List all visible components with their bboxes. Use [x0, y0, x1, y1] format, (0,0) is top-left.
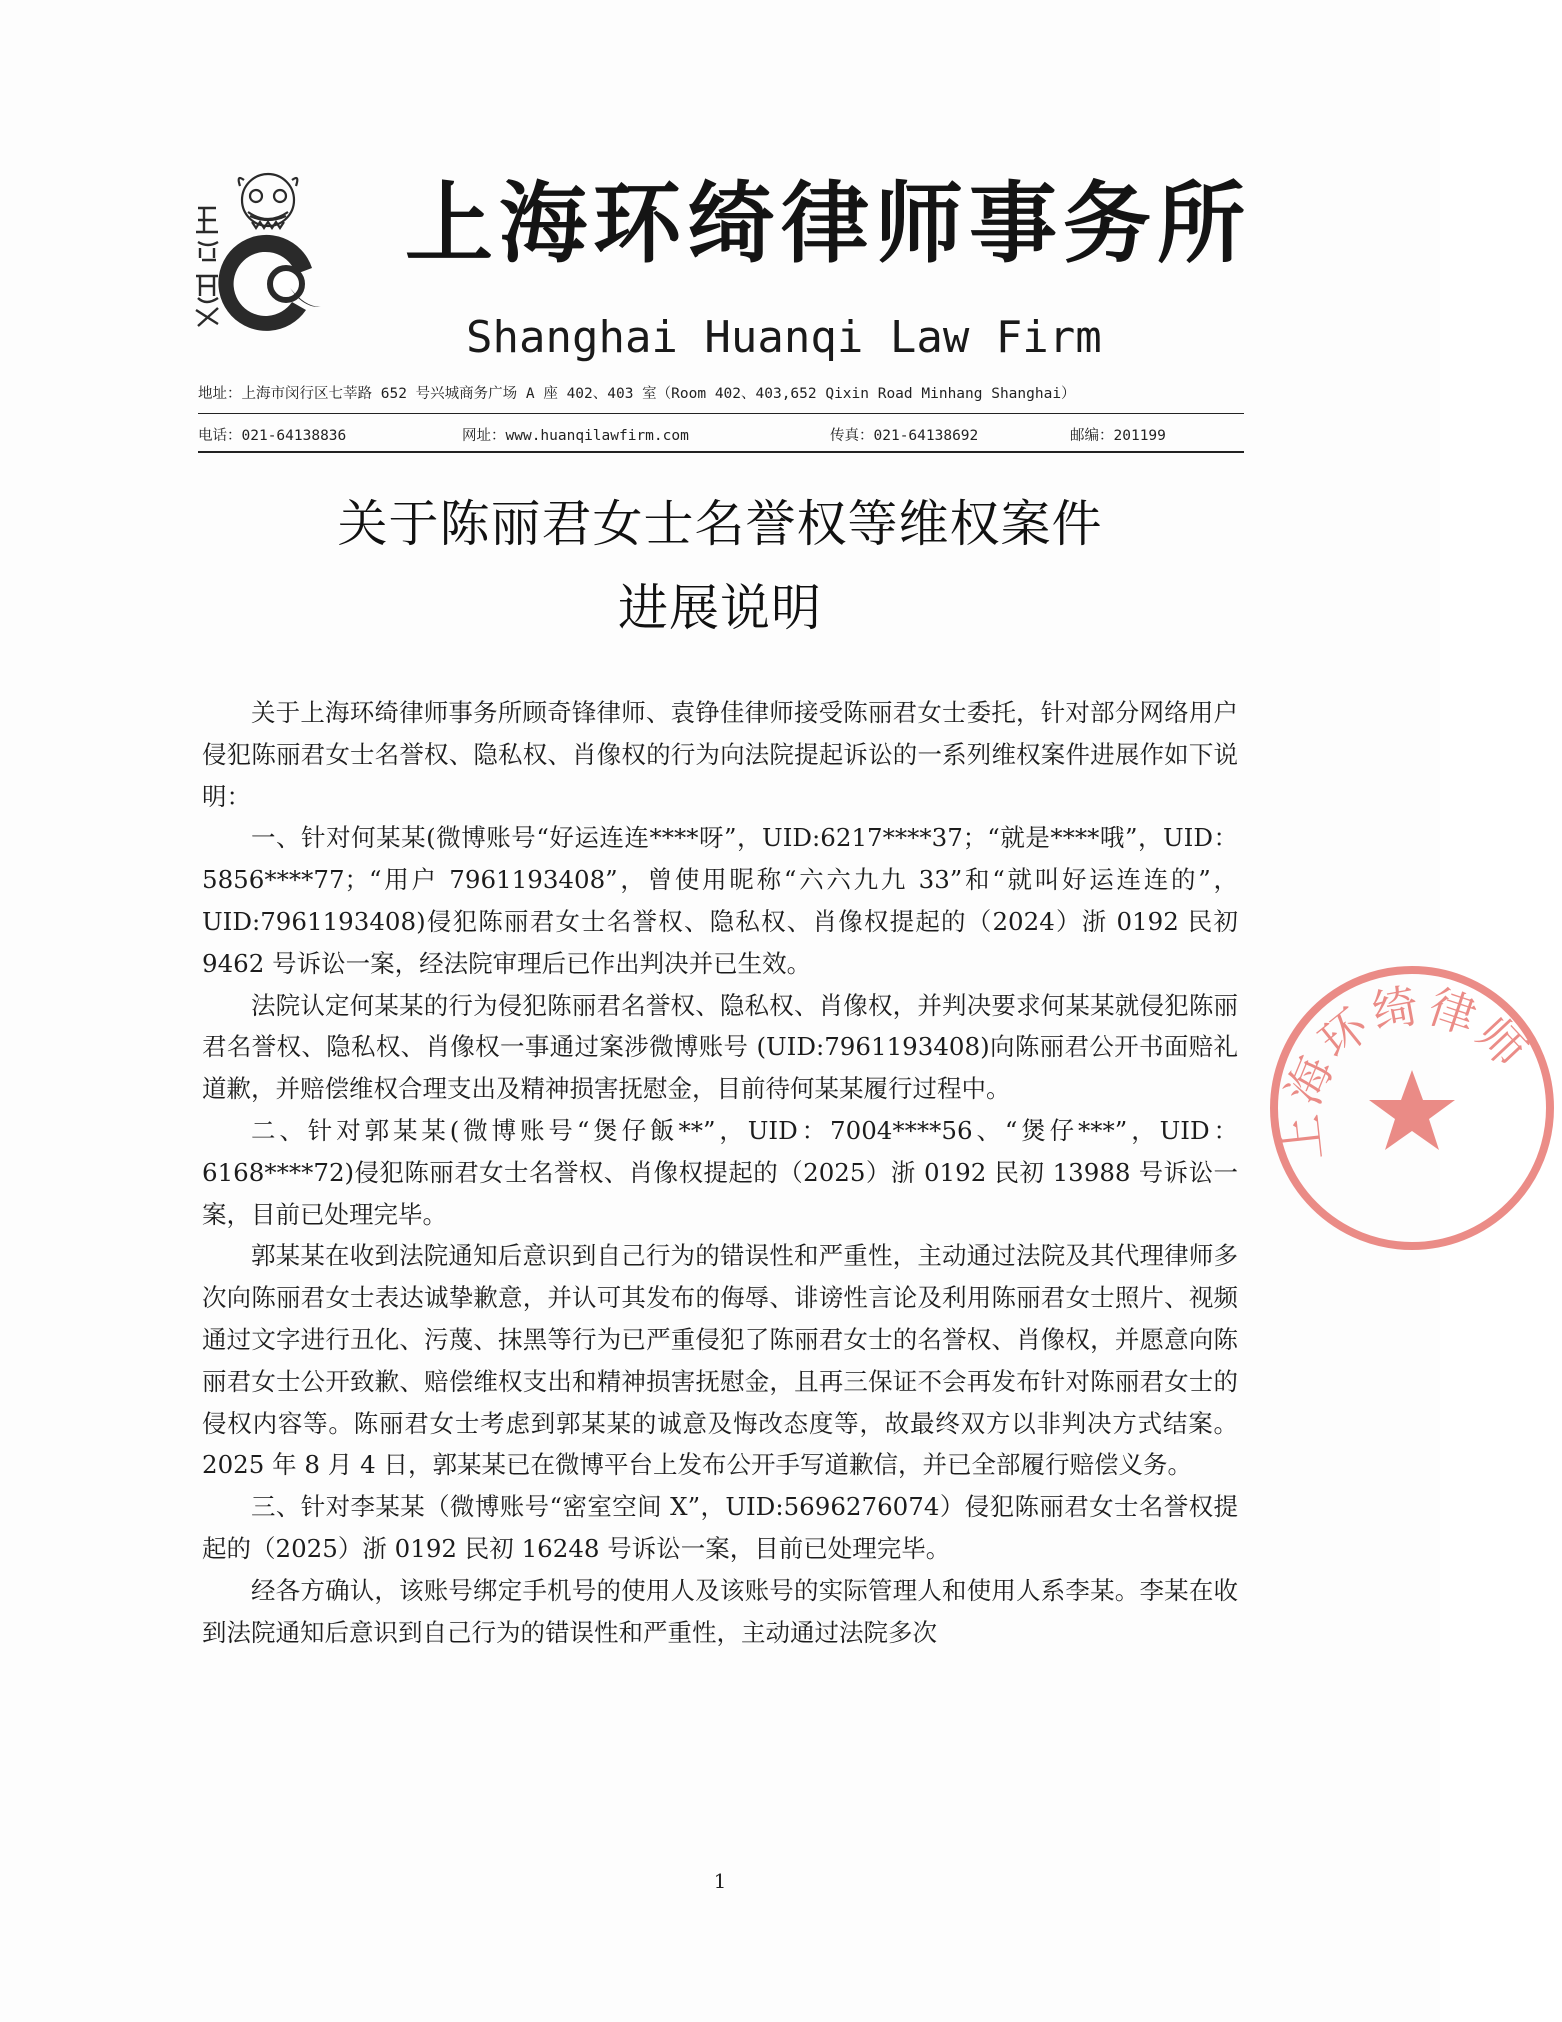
firm-fax: 传真：021-64138692: [830, 428, 979, 444]
paragraph-case-1: 一、针对何某某(微博账号“好运连连****呀”，UID:6217****37；“就是****哦”，UID：5856****77；“用户 7961193408”，曾使用昵称“六六九九 33”和“就叫好运连连的”，UID:7961193408)侵犯陈丽君女士名誉权、隐私权、肖像权提起的（2024）浙 0192 民初 9462 号诉讼一案，经法院审理后已作出判决并已生效。: [202, 823, 1238, 978]
firm-website: 网址：www.huanqilawfirm.com: [462, 428, 689, 444]
document-body: [202, 692, 1238, 1653]
paragraph-intro: 关于上海环绮律师事务所顾奇锋律师、袁铮佳律师接受陈丽君女士委托，针对部分网络用户侵犯陈丽君女士名誉权、隐私权、肖像权的行为向法院提起诉讼的一系列维权案件进展作如下说明：: [202, 698, 1238, 811]
seal-text: 上海环绮律师: [1272, 977, 1540, 1164]
document-title-line1: 关于陈丽君女士名誉权等维权案件: [337, 495, 1103, 553]
page-number: 1: [713, 1869, 727, 1893]
firm-name-chinese: 上海环绮律师事务所: [405, 171, 1252, 275]
paragraph-case-2-detail: 郭某某在收到法院通知后意识到自己行为的错误性和严重性，主动通过法院及其代理律师多次向陈丽君女士表达诚挚歉意，并认可其发布的侮辱、诽谤性言论及利用陈丽君女士照片、视频通过文字进行丑化、污蔑、抹黑等行为已严重侵犯了陈丽君女士的名誉权、肖像权，并愿意向陈丽君女士公开致歉、赔偿维权支出和精神损害抚慰金，且再三保证不会再发布针对陈丽君女士的侵权内容等。陈丽君女士考虑到郭某某的诚意及悔改态度等，故最终双方以非判决方式结案。2025 年 8 月 4 日，郭某某已在微博平台上发布公开手写道歉信，并已全部履行赔偿义务。: [202, 1241, 1238, 1480]
firm-name-english: Shanghai Huanqi Law Firm: [466, 312, 1102, 363]
letterhead-rule-thin: [198, 413, 1244, 414]
firm-postcode: 邮编：201199: [1070, 428, 1166, 444]
firm-logo: [190, 168, 365, 338]
seal-icon: [1262, 958, 1562, 1258]
paragraph-case-3-detail: 经各方确认，该账号绑定手机号的使用人及该账号的实际管理人和使用人系李某。李某在收到法院通知后意识到自己行为的错误性和严重性，主动通过法院多次: [202, 1575, 1238, 1647]
firm-logo-icon: [190, 168, 365, 338]
firm-address: 地址：上海市闵行区七莘路 652 号兴城商务广场 A 座 402、403 室（Room 402、403,652 Qixin Road Minhang Shanghai）: [198, 386, 1076, 402]
seal-star-icon: [1369, 1070, 1455, 1150]
paragraph-case-2: 二、针对郭某某(微博账号“煲仔飯**”，UID：7004****56、“煲仔***”，UID：6168****72)侵犯陈丽君女士名誉权、肖像权提起的（2025）浙 0192 民初 13988 号诉讼一案，目前已处理完毕。: [202, 1115, 1238, 1229]
paragraph-case-3: 三、针对李某某（微博账号“密室空间 X”，UID:5696276074）侵犯陈丽君女士名誉权提起的（2025）浙 0192 民初 16248 号诉讼一案，目前已处理完毕。: [202, 1492, 1238, 1563]
letterhead-rule-thick: [198, 451, 1244, 453]
document-title-line2: 进展说明: [618, 579, 822, 637]
official-seal-stamp: [1262, 958, 1562, 1258]
paragraph-case-1-ruling: 法院认定何某某的行为侵犯陈丽君名誉权、隐私权、肖像权，并判决要求何某某就侵犯陈丽君名誉权、隐私权、肖像权一事通过案涉微博账号 (UID:7961193408)向陈丽君公开书面赔礼道歉，并赔偿维权合理支出及精神损害抚慰金，目前待何某某履行过程中。: [202, 990, 1238, 1104]
firm-phone: 电话：021-64138836: [198, 428, 347, 444]
svg-text:上海环绮律师: [1273, 978, 1540, 1164]
